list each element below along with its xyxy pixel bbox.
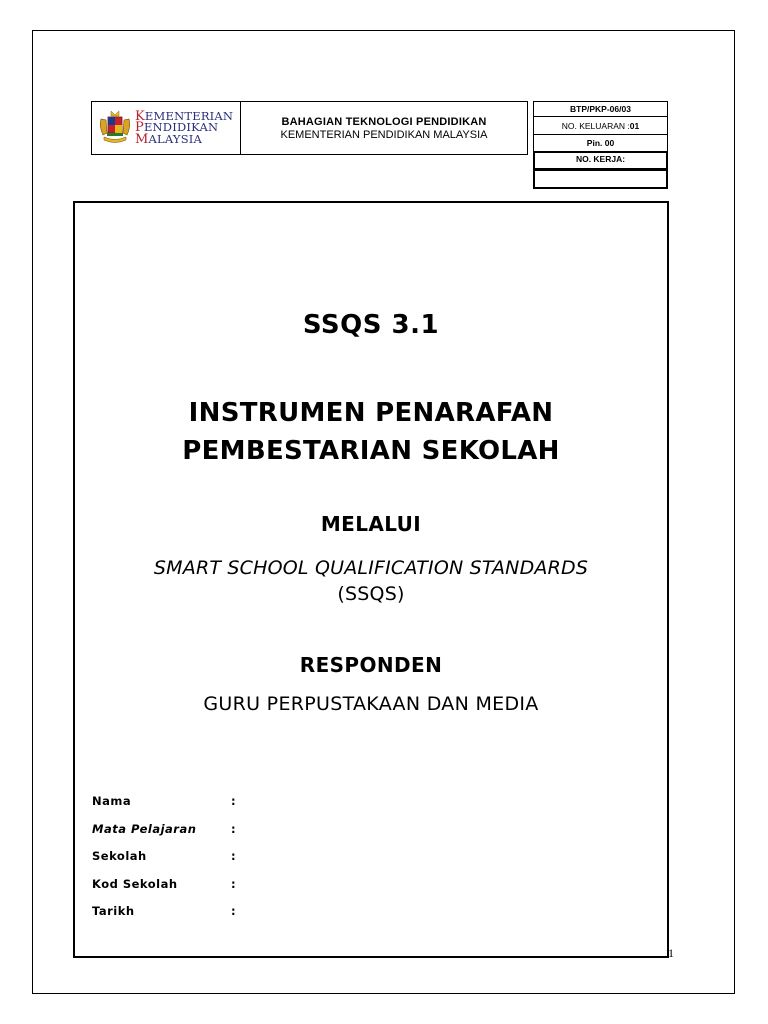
cover-box [73,201,669,958]
logo-text-line1: EMENTERIAN [144,108,234,123]
malaysia-crest-icon [98,109,132,147]
via-label: MELALUI [320,512,422,536]
respondent-heading: RESPONDEN [299,653,443,677]
issue-label: NO. KELUARAN : [561,120,630,131]
field-label: Nama [92,794,132,808]
form-field-mata-pelajaran[interactable] [92,822,241,850]
logo-cap-k: K [135,108,145,124]
logo-cap-p: P [135,120,144,136]
field-colon: : [231,821,237,836]
logo-text-line3: ALAYSIA [148,131,203,146]
department-cell [241,102,527,154]
form-field-tarikh[interactable] [92,904,241,932]
respondent-form [92,794,241,932]
document-title: SSQS 3.1 [302,310,440,340]
ministry-logo [92,102,241,154]
work-number-field[interactable] [533,169,668,189]
form-field-sekolah[interactable] [92,849,241,877]
standard-line-2: (SSQS) [337,583,405,605]
standard-line-1: SMART SCHOOL QUALIFICATION STANDARDS [153,557,589,579]
field-colon: : [231,904,237,918]
work-number-label: NO. KERJA: [533,151,668,170]
document-subtitle [75,394,667,470]
issue-value: 01 [629,120,640,131]
reference-code: BTP/PKP-06/03 [533,101,668,117]
page-number: 1 [668,946,674,960]
department-name: BAHAGIAN TEKNOLOGI PENDIDIKAN [281,115,487,128]
field-label: Kod Sekolah [92,876,178,891]
subtitle-line-2: PEMBESTARIAN SEKOLAH [182,436,560,466]
ministry-logo-text [135,108,234,147]
respondent-group: GURU PERPUSTAKAAN DAN MEDIA [203,693,539,715]
field-colon: : [231,794,237,808]
header-table [91,101,528,155]
standard-name [75,555,667,607]
field-colon: : [231,876,237,891]
field-colon: : [231,849,237,863]
field-label: Tarikh [92,904,135,918]
logo-cap-m: M [135,131,149,147]
ministry-name: KEMENTERIAN PENDIDIKAN MALAYSIA [280,128,488,141]
subtitle-line-1: INSTRUMEN PENARAFAN [188,398,554,428]
form-field-nama[interactable] [92,794,241,822]
pin-number: Pin. 00 [533,134,668,152]
field-label: Sekolah [92,849,147,863]
field-label: Mata Pelajaran [92,821,197,836]
logo-text-line2: ENDIDIKAN [143,120,219,135]
form-field-kod-sekolah[interactable] [92,877,241,905]
reference-box [533,101,668,189]
issue-number [533,116,668,135]
